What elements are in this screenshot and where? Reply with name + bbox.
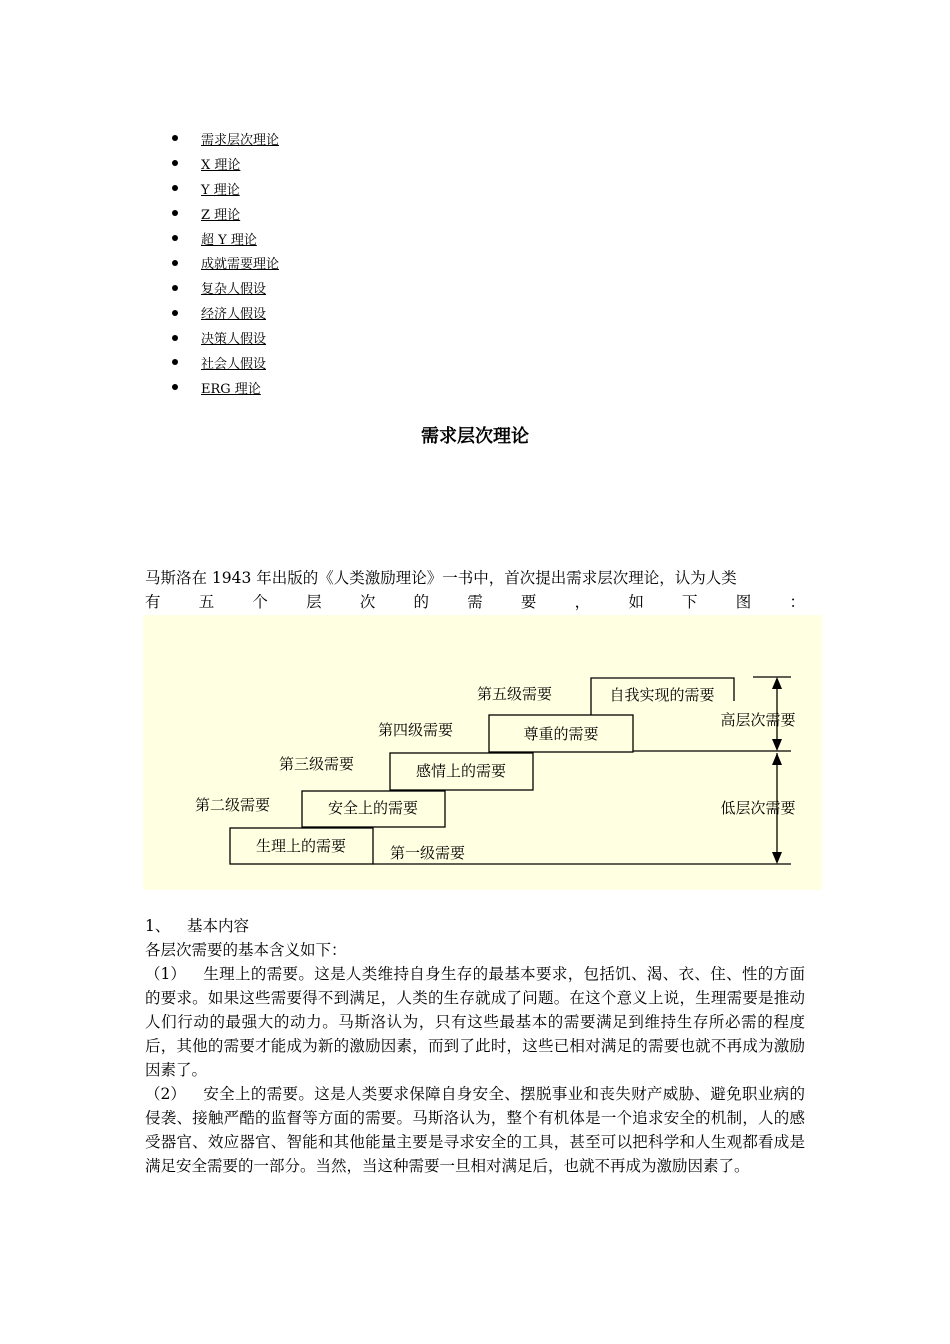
section-heading <box>145 914 805 938</box>
intro-char: 需 <box>467 593 483 611</box>
intro-line-2 <box>145 590 805 614</box>
bullet-icon <box>172 210 178 216</box>
section-number: 1、 <box>145 917 171 935</box>
section-heading-text: 基本内容 <box>187 917 250 935</box>
list-item <box>170 350 279 375</box>
list-item <box>170 375 279 400</box>
bullet-icon <box>172 160 178 166</box>
nav-link-social-man[interactable]: 社会人假设 <box>201 356 267 372</box>
bullet-icon <box>172 135 178 141</box>
intro-char: 要 <box>520 593 537 611</box>
list-item <box>170 226 279 251</box>
low-arrow-up <box>772 753 782 765</box>
need-text-4: 尊重的需要 <box>523 725 599 743</box>
intro-paragraph <box>145 566 805 614</box>
intro-char: 有 <box>145 593 161 611</box>
intro-char: 层 <box>306 593 322 611</box>
list-item <box>170 300 279 325</box>
item-text: 安全上的需要。这是人类要求保障自身安全、摆脱事业和丧失财产威胁、避免职业病的侵袭、接触严酷的监督等方面的需要。马斯洛认为，整个有机体是一个追求安全的机制，人的感受器官、效应器官、智能和其他能量主要是寻求安全的工具，甚至可以把科学和人生观都看成是满足安全需要的一部分。当然，当这种需要一旦相对满足后，也就不再成为激励因素了。 <box>145 1085 805 1175</box>
item-number: （2） <box>145 1085 186 1103</box>
list-item <box>170 151 279 176</box>
list-item <box>170 176 279 201</box>
section-basic-content <box>145 914 805 1178</box>
intro-char: 五 <box>198 593 215 611</box>
bullet-icon <box>172 235 178 241</box>
nav-link-complex-man[interactable]: 复杂人假设 <box>201 282 267 298</box>
level-label-1: 第一级需要 <box>390 844 466 862</box>
intro-char: ： <box>789 593 805 611</box>
item-text: 生理上的需要。这是人类维持自身生存的最基本要求，包括饥、渴、衣、住、性的方面的要求。如果这些需要得不到满足，人类的生存就成了问题。在这个意义上说，生理需要是推动人们行动的最强大的动力。马斯洛认为，只有这些最基本的需要满足到维持生存所必需的程度后，其他的需要才能成为新的激励因素，而到了此时，这些已相对满足的需要也就不再成为激励因素了。 <box>145 965 805 1079</box>
intro-char: 个 <box>252 593 268 611</box>
nav-link-y-theory[interactable]: Y 理论 <box>201 182 240 198</box>
intro-line-1: 马斯洛在 1943 年出版的《人类激励理论》一书中，首次提出需求层次理论，认为人类 <box>145 569 737 587</box>
intro-char: 图 <box>735 593 752 611</box>
bullet-icon <box>172 384 178 390</box>
intro-char: 的 <box>413 593 430 611</box>
low-arrow-down <box>772 852 782 864</box>
nav-link-hierarchy[interactable]: 需求层次理论 <box>201 132 280 148</box>
need-text-5: 自我实现的需要 <box>609 686 715 704</box>
bullet-icon <box>172 185 178 191</box>
nav-link-achievement[interactable]: 成就需要理论 <box>201 257 280 273</box>
bullet-icon <box>172 260 178 266</box>
level-label-2: 第二级需要 <box>195 796 271 814</box>
list-item <box>170 201 279 226</box>
nav-link-decision-man[interactable]: 决策人假设 <box>201 332 267 348</box>
bullet-icon <box>172 310 178 316</box>
level-label-5: 第五级需要 <box>477 685 553 703</box>
need-text-3: 感情上的需要 <box>415 762 507 780</box>
page-title: 需求层次理论 <box>421 426 529 447</box>
high-level-label: 高层次需要 <box>720 711 796 729</box>
nav-link-x-theory[interactable]: X 理论 <box>201 157 241 173</box>
bullet-icon <box>172 359 178 365</box>
item-paragraph-2 <box>145 1082 805 1178</box>
theory-link-list <box>170 126 279 400</box>
level-label-4: 第四级需要 <box>378 721 454 739</box>
needs-hierarchy-diagram <box>143 615 822 890</box>
list-item <box>170 250 279 275</box>
item-paragraph-1 <box>145 962 805 1082</box>
list-item <box>170 275 279 300</box>
intro-char: ， <box>574 593 591 611</box>
list-item <box>170 325 279 350</box>
high-arrow-down <box>772 739 782 751</box>
need-text-1: 生理上的需要 <box>255 837 347 855</box>
level-label-3: 第三级需要 <box>279 755 355 773</box>
bullet-icon <box>172 335 178 341</box>
intro-char: 如 <box>628 593 644 611</box>
bullet-icon <box>172 285 178 291</box>
nav-link-z-theory[interactable]: Z 理论 <box>201 207 241 223</box>
need-text-2: 安全上的需要 <box>327 799 419 817</box>
nav-link-super-y-theory[interactable]: 超 Y 理论 <box>201 232 257 248</box>
low-level-label: 低层次需要 <box>720 799 796 817</box>
high-arrow-up <box>772 677 782 689</box>
intro-char: 下 <box>682 593 698 611</box>
item-number: （1） <box>145 965 186 983</box>
nav-link-economic-man[interactable]: 经济人假设 <box>201 307 267 323</box>
intro-char: 次 <box>359 593 376 611</box>
section-subheading: 各层次需要的基本含义如下： <box>145 941 347 959</box>
list-item <box>170 126 279 151</box>
nav-link-erg[interactable]: ERG 理论 <box>201 381 261 397</box>
